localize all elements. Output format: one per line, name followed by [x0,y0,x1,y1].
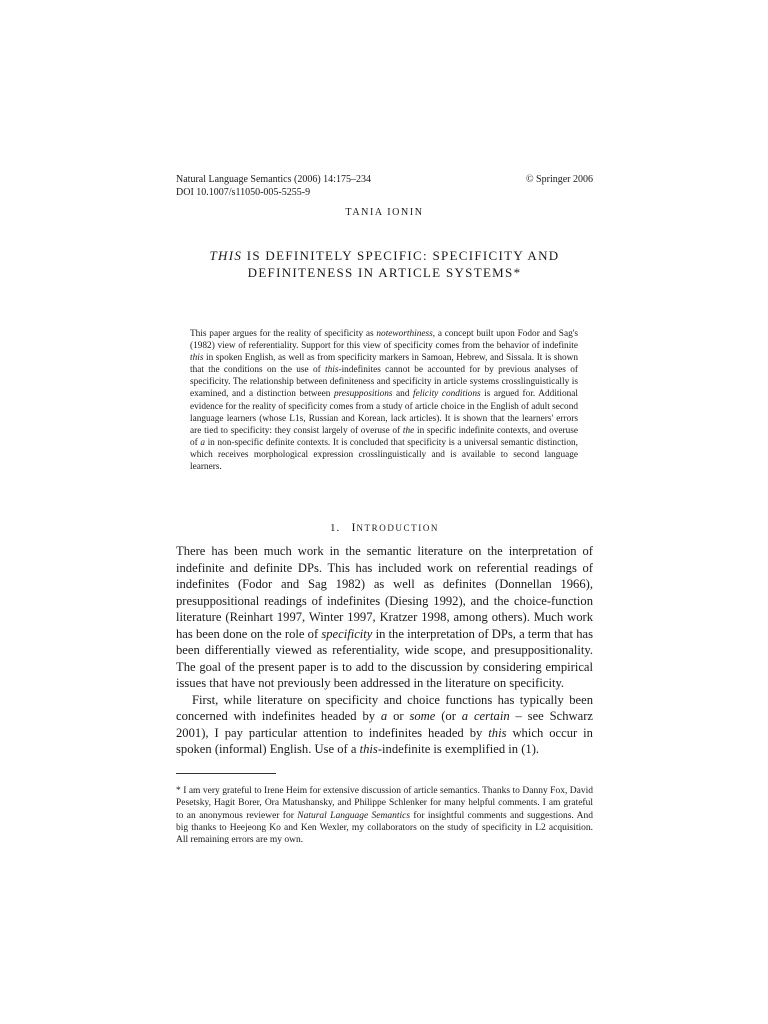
body-italic: this [488,725,507,740]
abstract-text: in non-specific definite contexts. It is concluded that specificity is a universal semantic distinction, which receives morphological expression crosslinguistically and is available to second language learners. [190,437,578,473]
abstract-text: in spoken English, as well as from specificity markers in Samoan, Hebrew, and Sissala. It is shown that the conditions on the use of [190,353,578,376]
body-italic: a [380,709,388,723]
abstract-italic: this [190,353,204,364]
body-italic: a certain [461,709,510,723]
abstract [190,328,578,473]
body-text-run: – see Schwarz 2001), I pay particular attention to indefinites headed by [176,709,593,740]
section-heading [176,520,593,535]
doi: DOI 10.1007/s11050-005-5255-9 [176,187,311,198]
abstract-italic: presuppositions [333,389,393,400]
abstract-italic: a [200,437,205,448]
author-name: TANIA IONIN [345,207,424,218]
body-text-run: -indefinite is exemplified in (1). [377,742,540,756]
abstract-italic: felicity conditions [413,389,481,400]
title-line-2: DEFINITENESS IN ARTICLE SYSTEMS* [247,265,522,280]
running-header [176,173,593,199]
abstract-text: in specific indefinite contexts, and overuse of [190,425,578,448]
body-text-run: in the interpretation of DPs, a term that has been differentially viewed as referentiality, wide scope, and presuppositionality. The goal of the present paper is to add to the discussion by considering empirical issues that have not previously been addressed in the literature on specificity. [176,626,593,690]
footnote-paragraph [176,785,593,846]
body-italic: some [409,709,436,723]
body-text-run: which occur in spoken (informal) English. Use of a [176,725,593,756]
section-title-rest: NTRODUCTION [356,523,440,533]
body-italic: this [359,742,378,756]
abstract-text: is argued for. Additional evidence for the reality of specificity comes from a study of article choice in the English of adult second language learners (whose L1s, Russian and Korean, lack articles). It is shown that the learners' errors are tied to specificity: they consist largely of overuse of [190,389,578,436]
body-paragraph-2 [176,692,593,758]
footnote-text: * I am very grateful to Irene Heim for extensive discussion of article semantics. Thanks to Danny Fox, David Pesetsky, Hagit Borer, Ora Matushansky, and Philippe Schlenker for many helpful comments. I am grateful to an anonymous reviewer for [176,786,593,821]
section-number: 1. [329,522,341,534]
abstract-italic: this [325,365,339,376]
copyright-notice: © Springer 2006 [525,174,593,185]
body-text [176,543,593,758]
paper-title [176,247,593,281]
section-title-initial: I [351,520,357,534]
title-italic-word: THIS [209,248,243,263]
body-text-run: or [387,709,410,723]
footnote-italic: Natural Language Semantics [297,810,411,821]
title-line-1: IS DEFINITELY SPECIFIC: SPECIFICITY AND [242,248,560,263]
body-text-run: (or [435,709,462,723]
abstract-text: , a concept built upon Fodor and Sag's (1982) view of referentiality. Support for this view of specificity comes from the behavior of indefinite [190,329,579,352]
footnote-text: for insightful comments and suggestions. And big thanks to Heejeong Ko and Ken Wexler, my collaborators on the study of specificity in L2 acquisition. All remaining errors are my own. [176,810,593,846]
body-text-run: There has been much work in the semantic literature on the interpretation of indefinite and definite DPs. This has included work on referential readings of indefinites (Fodor and Sag 1982) as well as definites (Donnellan 1966), presuppositional readings of indefinites (Diesing 1992), and the choice-function literature (Reinhart 1997, Winter 1997, Kratzer 1998, among others). Much work has been done on the role of [176,544,593,641]
journal-reference: Natural Language Semantics (2006) 14:175–234 [176,174,371,185]
abstract-paragraph [190,328,578,473]
body-paragraph-1 [176,543,593,692]
abstract-text: and [392,389,414,400]
abstract-text: -indefinites cannot be accounted for by previous analyses of specificity. The relationship between definiteness and specificity in article systems crosslinguistically is examined, and a distinction between [190,365,578,400]
abstract-italic: the [402,425,415,436]
abstract-italic: noteworthiness [376,329,433,339]
footnote-divider [176,773,276,774]
footnote [176,785,593,846]
body-italic: specificity [321,626,373,641]
body-text-run: First, while literature on specificity and choice functions has typically been concerned with indefinites headed by [176,692,593,723]
abstract-text: This paper argues for the reality of specificity as [190,329,377,339]
